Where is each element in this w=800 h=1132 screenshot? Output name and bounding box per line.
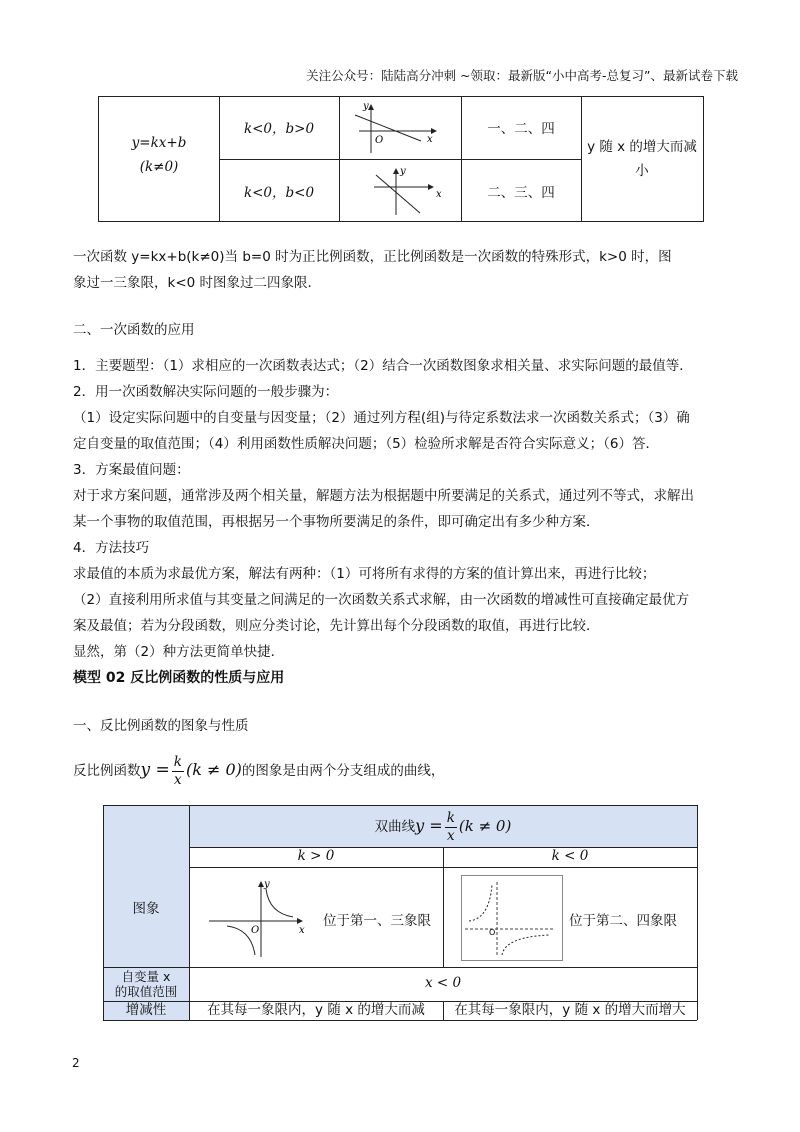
- trend-text: [581, 135, 703, 183]
- origin-label: O: [489, 928, 496, 937]
- function-label: y=kx+b: [131, 135, 187, 151]
- graph-negative-text: 位于第二、四象限: [569, 913, 677, 929]
- x-axis-label: x: [299, 925, 305, 936]
- row-domain-label: [103, 969, 189, 999]
- domain-value: x < 0: [424, 975, 462, 991]
- paragraph-line: 4．方法技巧: [73, 540, 150, 556]
- y-axis-label: y: [400, 166, 406, 177]
- paragraph-line: （2）直接利用所求值与其变量之间满足的一次函数关系式求解，由一次函数的增减性可直接确定最优方: [73, 592, 690, 608]
- paragraph-line: （1）设定实际问题中的自变量与因变量；（2）通过列方程(组)与待定系数法求一次函数关系式；（3）确: [73, 410, 690, 426]
- k-condition: (k≠0): [139, 159, 179, 175]
- hyperbola-k-negative: [461, 875, 561, 959]
- graph-cell-positive: [197, 873, 437, 963]
- model-title: 模型 02 反比例函数的性质与应用: [73, 670, 285, 686]
- inverse-function-table: [103, 805, 697, 1020]
- section-title: 二、一次函数的应用: [73, 322, 195, 338]
- graph-line-k-neg-b-neg: [364, 163, 444, 219]
- row2-condition: k<0，b<0: [243, 185, 315, 201]
- col-k-positive: k > 0: [297, 848, 335, 864]
- paragraph-line: 案及最值；若为分段函数，则应分类讨论，先计算出每个分段函数的取值，再进行比较．: [73, 618, 600, 634]
- linear-function-table: [98, 96, 704, 222]
- row-graph-label: 图象: [132, 901, 160, 917]
- hyperbola-k-positive: [203, 875, 313, 961]
- paragraph-line: 求最值的本质为求最优方案，解法有两种：（1）可将所有求得的方案的值计算出来，再进行比较；: [73, 566, 656, 582]
- origin-label: O: [375, 135, 384, 146]
- row2-quadrants: 二、三、四: [487, 185, 555, 201]
- paragraph-line: 象过一三象限，k<0 时图象过二四象限．: [73, 275, 322, 291]
- paragraph-line: 一次函数 y=kx+b(k≠0)当 b=0 时为正比例函数，正比例函数是一次函数的特殊形式，k>0 时，图: [73, 249, 672, 265]
- graph-cell-negative: [451, 873, 691, 963]
- paragraph-line: 定自变量的取值范围；（4）利用函数性质解决问题；（5）检验所求解是否符合实际意义；（6）答．: [73, 436, 660, 452]
- x-axis-label: x: [427, 134, 433, 145]
- row-trend-label: 增减性: [125, 1002, 167, 1018]
- y-axis-label: y: [264, 879, 270, 890]
- trend-line-1: y 随 x 的增大而减: [587, 139, 697, 155]
- paragraph-line: 2．用一次函数解决实际问题的一般步骤为：: [73, 384, 339, 400]
- page-header: 关注公众号：陆陆高分冲刺 ~领取：最新版“小中高考-总复习”、最新试卷下载: [306, 68, 738, 83]
- trend-line-2: 小: [635, 163, 649, 179]
- trend-positive: 在其每一象限内，y 随 x 的增大而减: [207, 1002, 425, 1018]
- row1-condition: k<0，b>0: [243, 121, 315, 137]
- paragraph-line: 显然，第（2）种方法更简单快捷．: [73, 644, 285, 660]
- x-axis-label: x: [436, 189, 442, 200]
- graph-positive-text: 位于第一、三象限: [323, 913, 431, 929]
- row1-quadrants: 一、二、四: [487, 121, 555, 137]
- hyperbola-header: 双曲线y = $\frac{k}{x}$ (k ≠ 0): [374, 809, 512, 844]
- section-title: 一、反比例函数的图象与性质: [73, 718, 249, 734]
- trend-negative: 在其每一象限内，y 随 x 的增大而增大: [454, 1002, 686, 1018]
- domain-label-line2: 的取值范围: [114, 984, 178, 999]
- paragraph-line: 某一个事物的取值范围，再根据另一个事物所要满足的条件，即可确定出有多少种方案．: [73, 514, 600, 530]
- paragraph-line: 1．主要题型：（1）求相应的一次函数表达式；（2）结合一次函数图象求相关量、求实际问题的最值等．: [73, 358, 693, 374]
- intro-line: 反比例函数y = $\frac{k}{x}$ (k ≠ 0)的图象是由两个分支组成的曲线，: [73, 753, 445, 788]
- col-k-negative: k < 0: [551, 848, 589, 864]
- graph-line-k-neg-b-pos: [349, 101, 449, 157]
- domain-label-line1: 自变量 x: [121, 969, 171, 984]
- origin-label: O: [251, 925, 260, 936]
- page-number: 2: [72, 1056, 80, 1070]
- paragraph-line: 对于求方案问题，通常涉及两个相关量，解题方法为根据题中所要满足的关系式，通过列不等式，求解出: [73, 488, 694, 504]
- paragraph-line: 3．方案最值问题：: [73, 462, 190, 478]
- y-axis-label: y: [363, 101, 369, 112]
